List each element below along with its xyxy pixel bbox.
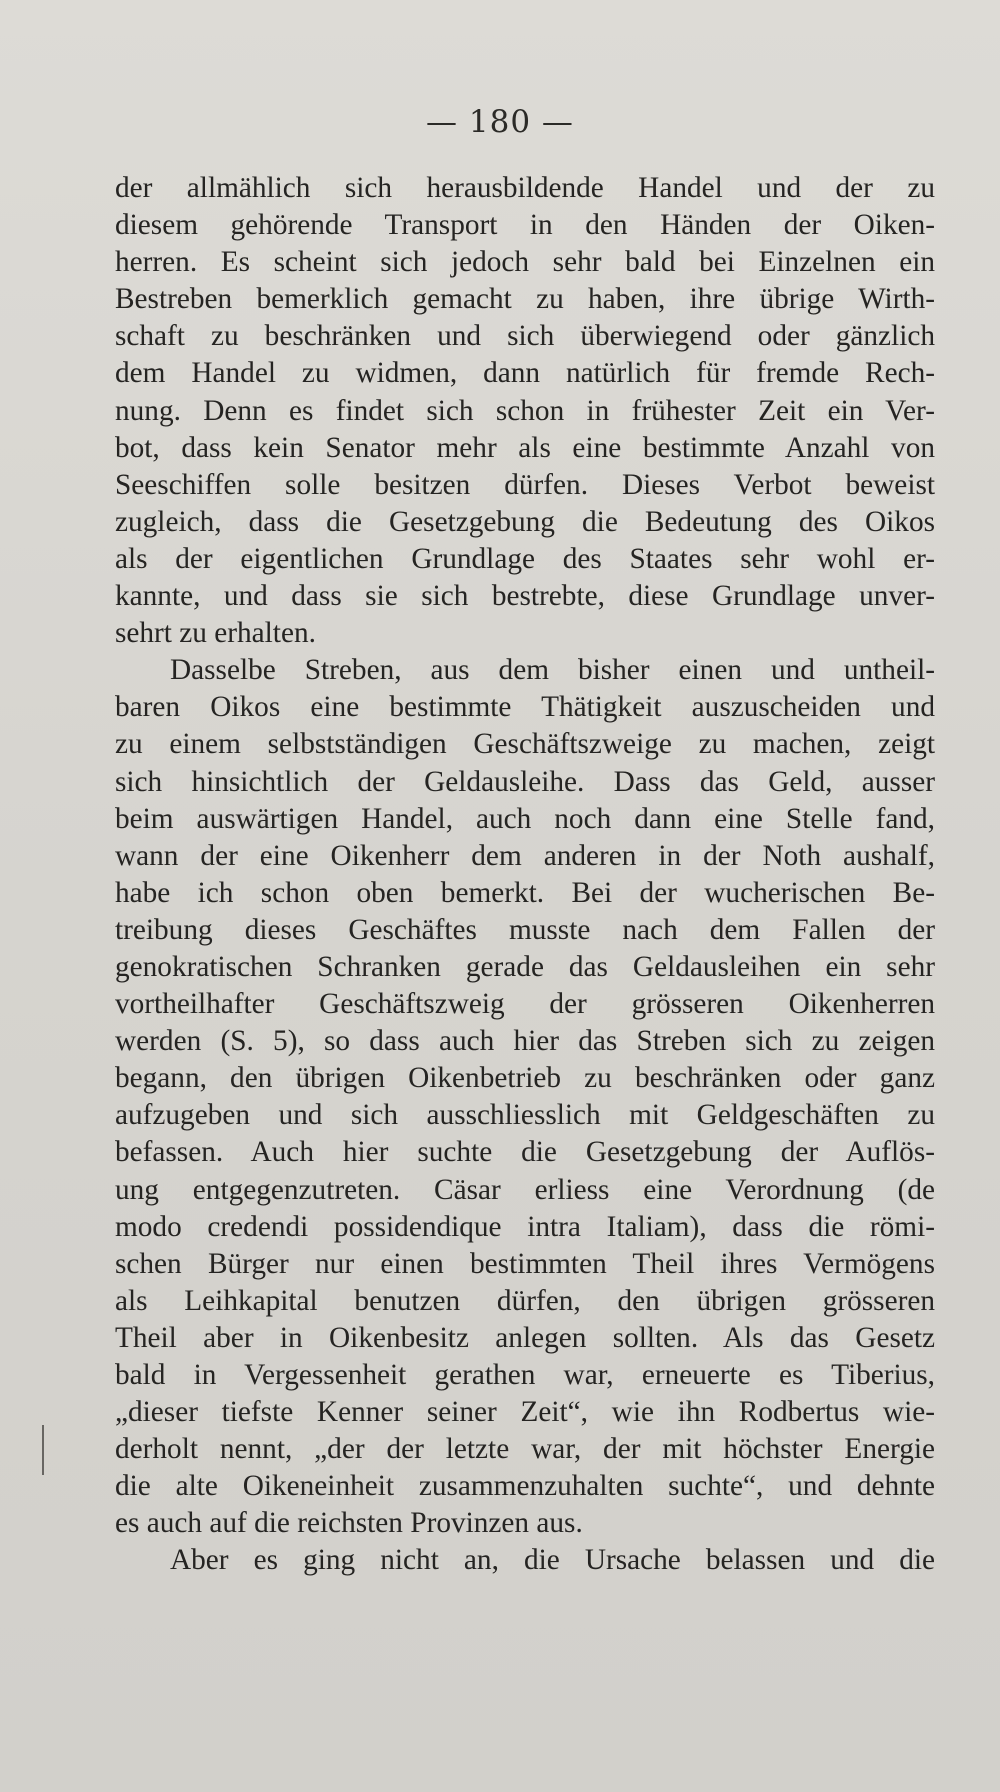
text-line: zu einem selbstständigen Geschäftszweige zu machen, zeigt bbox=[115, 728, 935, 761]
text-line: Aber es ging nicht an, die Ursache belassen und die bbox=[170, 1544, 935, 1577]
text-line: sich hinsichtlich der Geldausleihe. Dass das Geld, ausser bbox=[115, 765, 935, 798]
text-line: herren. Es scheint sich jedoch sehr bald bei Einzelnen ein bbox=[115, 246, 935, 279]
text-line: dem Handel zu widmen, dann natürlich für fremde Rech- bbox=[115, 357, 935, 390]
body-text bbox=[115, 170, 935, 1580]
margin-pencil-mark bbox=[42, 1425, 44, 1475]
text-line: Seeschiffen solle besitzen dürfen. Dieses Verbot beweist bbox=[115, 468, 935, 501]
text-line: bald in Vergessenheit gerathen war, erneuerte es Tiberius, bbox=[115, 1359, 935, 1391]
text-line: die alte Oikeneinheit zusammenzuhalten suchte“, und dehnte bbox=[115, 1470, 935, 1503]
text-line: treibung dieses Geschäftes musste nach dem Fallen der bbox=[115, 913, 935, 946]
text-line: schen Bürger nur einen bestimmten Theil ihres Vermögens bbox=[115, 1247, 935, 1280]
text-line: kannte, und dass sie sich bestrebte, diese Grundlage unver- bbox=[115, 580, 935, 613]
text-line: schaft zu beschränken und sich überwiegend oder gänzlich bbox=[115, 320, 935, 353]
text-line: begann, den übrigen Oikenbetrieb zu beschränken oder ganz bbox=[115, 1062, 935, 1095]
text-line: bot, dass kein Senator mehr als eine bestimmte Anzahl von bbox=[115, 431, 935, 464]
text-line: sehrt zu erhalten. bbox=[115, 617, 316, 650]
text-line: Dasselbe Streben, aus dem bisher einen und untheil- bbox=[170, 654, 935, 687]
text-line: zugleich, dass die Gesetzgebung die Bedeutung des Oikos bbox=[115, 505, 935, 538]
text-line: es auch auf die reichsten Provinzen aus. bbox=[115, 1507, 583, 1540]
text-line: aufzugeben und sich ausschliesslich mit Geldgeschäften zu bbox=[115, 1099, 935, 1132]
text-line: befassen. Auch hier suchte die Gesetzgebung der Auflös- bbox=[115, 1136, 935, 1169]
text-line: beim auswärtigen Handel, auch noch dann eine Stelle fand, bbox=[115, 802, 935, 835]
text-line: modo credendi possidendique intra Italiam), dass die römi- bbox=[115, 1210, 935, 1243]
text-line: diesem gehörende Transport in den Händen der Oiken- bbox=[115, 209, 935, 242]
text-line: wann der eine Oikenherr dem anderen in der Noth aushalf, bbox=[115, 839, 935, 872]
text-line: genokratischen Schranken gerade das Geldausleihen ein sehr bbox=[115, 950, 935, 983]
text-line: Bestreben bemerklich gemacht zu haben, ihre übrige Wirth- bbox=[115, 283, 935, 316]
text-line: baren Oikos eine bestimmte Thätigkeit auszuscheiden und bbox=[115, 691, 935, 724]
text-line: ung entgegenzutreten. Cäsar erliess eine Verordnung (de bbox=[115, 1173, 935, 1206]
text-line: Theil aber in Oikenbesitz anlegen sollten. Als das Gesetz bbox=[115, 1321, 935, 1354]
text-line: derholt nennt, „der der letzte war, der mit höchster Energie bbox=[115, 1433, 935, 1466]
text-line: als Leihkapital benutzen dürfen, den übrigen grösseren bbox=[115, 1284, 935, 1317]
text-line: vortheilhafter Geschäftszweig der grösseren Oikenherren bbox=[115, 988, 935, 1021]
text-line: als der eigentlichen Grundlage des Staates sehr wohl er- bbox=[115, 542, 935, 575]
text-line: „dieser tiefste Kenner seiner Zeit“, wie ihn Rodbertus wie- bbox=[115, 1396, 935, 1429]
text-line: nung. Denn es findet sich schon in frühester Zeit ein Ver- bbox=[115, 394, 935, 427]
page-number: — 180 — bbox=[426, 104, 574, 140]
text-line: werden (S. 5), so dass auch hier das Streben sich zu zeigen bbox=[115, 1025, 935, 1058]
text-line: der allmählich sich herausbildende Handel und der zu bbox=[115, 172, 935, 204]
text-line: habe ich schon oben bemerkt. Bei der wucherischen Be- bbox=[115, 876, 935, 909]
